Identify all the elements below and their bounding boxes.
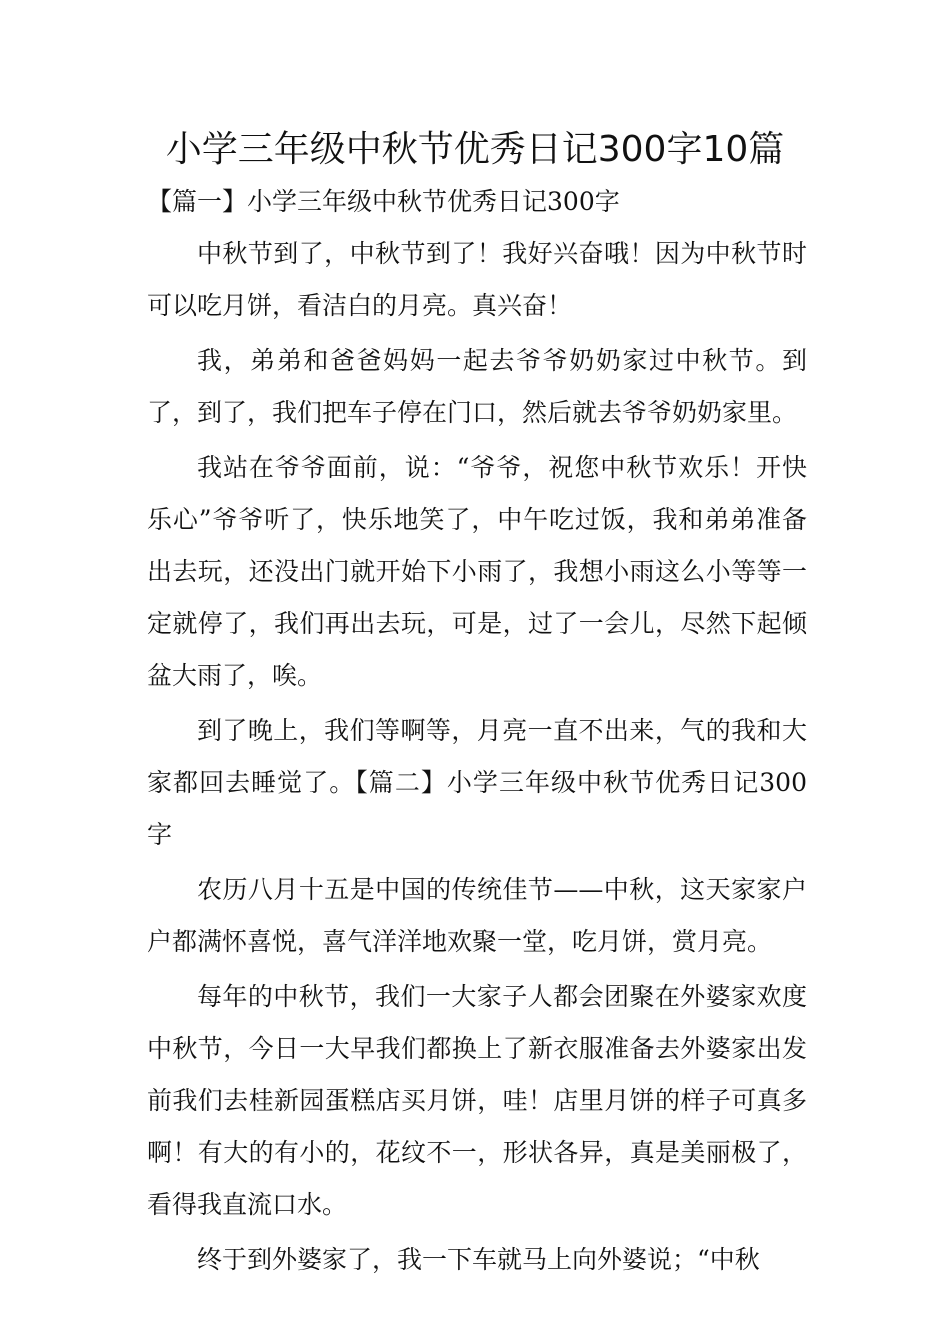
- document-body: [147, 176, 807, 1289]
- paragraph: 终于到外婆家了，我一下车就马上向外婆说；“中秋: [197, 1245, 760, 1274]
- paragraph: 我，弟弟和爸爸妈妈一起去爷爷奶奶家过中秋节。到了，到了，我们把车子停在门口，然后就去爷爷奶奶家里。: [147, 346, 807, 427]
- paragraph: 农历八月十五是中国的传统佳节——中秋，这天家家户户都满怀喜悦，喜气洋洋地欢聚一堂，吃月饼，赏月亮。: [147, 875, 807, 956]
- section-heading: 【篇一】小学三年级中秋节优秀日记300字: [147, 187, 620, 216]
- document-title: 小学三年级中秋节优秀日记300字10篇: [165, 129, 785, 170]
- paragraph: 中秋节到了，中秋节到了！我好兴奋哦！因为中秋节时可以吃月饼，看洁白的月亮。真兴奋！: [147, 239, 807, 320]
- paragraph: 我站在爷爷面前，说：“爷爷，祝您中秋节欢乐！开快乐心”爷爷听了，快乐地笑了，中午吃过饭，我和弟弟准备出去玩，还没出门就开始下小雨了，我想小雨这么小等等一定就停了，我们再出去玩，可是，过了一会儿，尽然下起倾盆大雨了，唉。: [147, 453, 807, 690]
- paragraph: 每年的中秋节，我们一大家子人都会团聚在外婆家欢度中秋节，今日一大早我们都换上了新衣服准备去外婆家出发前我们去桂新园蛋糕店买月饼，哇！店里月饼的样子可真多啊！有大的有小的，花纹不一，形状各异，真是美丽极了，看得我直流口水。: [147, 982, 807, 1219]
- paragraph: 到了晚上，我们等啊等，月亮一直不出来，气的我和大家都回去睡觉了。【篇二】小学三年级中秋节优秀日记300字: [147, 716, 807, 849]
